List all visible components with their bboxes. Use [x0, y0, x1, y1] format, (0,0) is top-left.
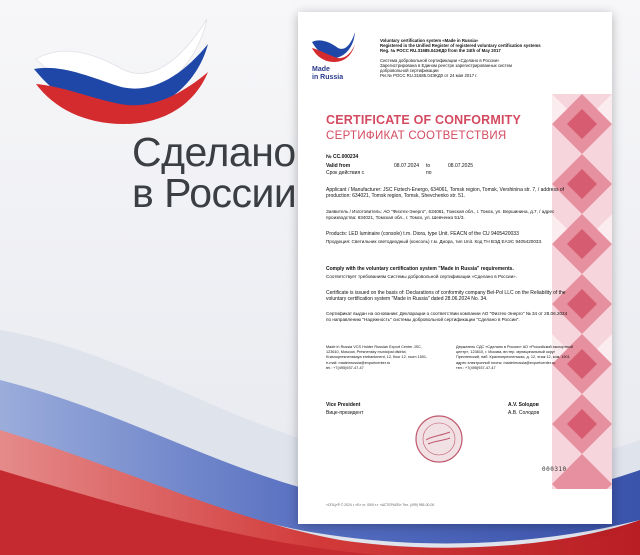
holder-ru-4: адрес электронной почты: madeinrussia@exportcenter.ru [456, 360, 556, 365]
basis-block-ru [326, 311, 570, 323]
basis-text: Declarations of conformity company Bel-Pol LLC on the Reliability of the voluntary certification system "Made in Russia" dated 28.06.2024 No. 34. [326, 290, 566, 303]
brand-title-line-2: в России [132, 170, 297, 216]
applicant-text: JSC Fiztech-Energo, 634061, Tomsk region, Tomsk, Vershinina str. 7, / address of production: 634021, Tomsk region, Tomsk, Shevchenko str. 51. [326, 187, 564, 200]
registry-en-1: Voluntary certification system «Made in Russia» [380, 38, 479, 43]
comply-ru: Соответствует требованиям Системы добровольной сертификации «Сделано в России». [326, 274, 517, 279]
certificate-logo-text: Made in Russia [312, 66, 344, 81]
to-label: to [426, 163, 431, 169]
applicant-block-ru [326, 209, 570, 221]
valid-from-label: Valid from [326, 163, 351, 169]
products-text-ru: Светильник светодиодный (консоль) т.м. Диора, тип Unit. Код ТН ВЭД ЕАЭС 9405420033. [351, 239, 543, 244]
basis-block [326, 290, 570, 302]
brand-title [132, 129, 297, 216]
certificate-title-ru: СЕРТИФИКАТ СООТВЕТСТВИЯ [326, 130, 507, 142]
holder-en-5: tel.: +7(495)937-47-47 [326, 365, 364, 370]
comply-en: Comply with the voluntary certification system "Made in Russia" requirements. [326, 266, 514, 272]
holder-en-4: e-mail: madeinrussia@exportcenter.ru [326, 360, 391, 365]
holder-en-3: Krasnopresnenskaya embankment, 12, floor 12, room 1501, [326, 355, 428, 360]
brand-title-line-1: Сделано [132, 129, 296, 175]
registry-ru-2: Зарегистрирована в Едином реестре зарегистрированных систем [380, 62, 512, 68]
products-text: LED luminaire (console) t.m. Diora, type Unit. FEACN of the CU 9405420033 [348, 231, 519, 237]
registry-en-2: Registered in the Unified Register of registered voluntary certification systems [380, 43, 541, 49]
registry-ru-3: добровольной сертификации [380, 68, 439, 74]
products-label: Products: [326, 231, 348, 237]
products-block [326, 231, 570, 237]
holder-ru-3: Пресненский, наб. Краснопресненская, д. 12, этаж 12, ком. 1501 [456, 355, 570, 360]
to-label-ru: по [426, 170, 432, 176]
holder-ru [456, 345, 586, 371]
date-to: 08.07.2025 [448, 163, 474, 169]
certificate-document [298, 12, 612, 524]
date-from: 08.07.2024 [394, 163, 420, 169]
printer-footer: «ОПЦ»® © 2024 г. «Б» ст. 05/5 т.т. «АСТЕРЬЕВ» Тел. (499) 955-00-00 [326, 503, 435, 507]
registry-ru-1: Система добровольной сертификации «Сделано в России» [380, 57, 500, 63]
registry-info [380, 38, 580, 78]
certificate-logo-icon [310, 28, 356, 62]
vice-president-en: Vice President [326, 402, 361, 408]
official-stamp-seal [414, 414, 464, 464]
basis-label: Certificate is issued on the basis of: [326, 290, 405, 296]
certificate-number: № CC.000234 [326, 154, 359, 160]
applicant-label-ru: Заявитель / Изготовитель: [326, 209, 383, 214]
products-label-ru: Продукция: [326, 239, 351, 244]
applicant-block [326, 187, 570, 199]
holder-ru-1: Держатель СДС «Сделано в России» АО «Российский экспортный [456, 345, 574, 349]
valid-from-label-ru: Срок действия с [326, 170, 365, 176]
signer-name-ru: А.В. Солодов [508, 410, 540, 416]
certificate-title-en: CERTIFICATE OF CONFORMITY [326, 113, 522, 127]
products-block-ru [326, 239, 570, 245]
registry-ru-4: Рег.№ РОСС RU.З1685.04ЭКД0 от 24 мая 2017 г. [380, 73, 478, 79]
basis-label-ru: Сертификат выдан на основании: [326, 311, 399, 316]
holder-en-2: 123610, Moscow, Presnensky municipal district, [326, 350, 407, 355]
signer-name-en: A.V. Soloдов [508, 402, 539, 408]
holder-ru-2: центр», 123610, г. Москва, вн.тер. муниципальный округ [456, 350, 556, 355]
applicant-text-ru: АО "Физтех-Энерго", 634061, Томская обл., г. Томск, ул. Вершинина, д.7, / адрес производства: 634021, Томская обл., г. Томск, ул. Шевченко 51/3. [326, 209, 555, 221]
certificate-serial-number: 000310 [542, 466, 567, 473]
registry-en-3: Reg. № РОСС RU.З1685.04ЭКД0 from the 24th of May 2017 [380, 48, 501, 54]
applicant-label: Applicant / Manufacturer: [326, 187, 382, 193]
holder-ru-5: тел.: +7(495)937-47-47 [456, 365, 496, 370]
holder-en [326, 345, 451, 371]
made-in-russia-bird-logo [22, 14, 222, 126]
holder-en-1: Made in Russia VCS Holder Russian Export Center JSC, [326, 345, 422, 349]
basis-text-ru: Декларации о соответствии компании АО "Физтех-Энерго" № 34 от 28.06.2024 по направлению "Надежность" системы добровольной сертификации "Сделано в России". [326, 311, 568, 323]
vice-president-ru: Вице-президент [326, 410, 364, 416]
